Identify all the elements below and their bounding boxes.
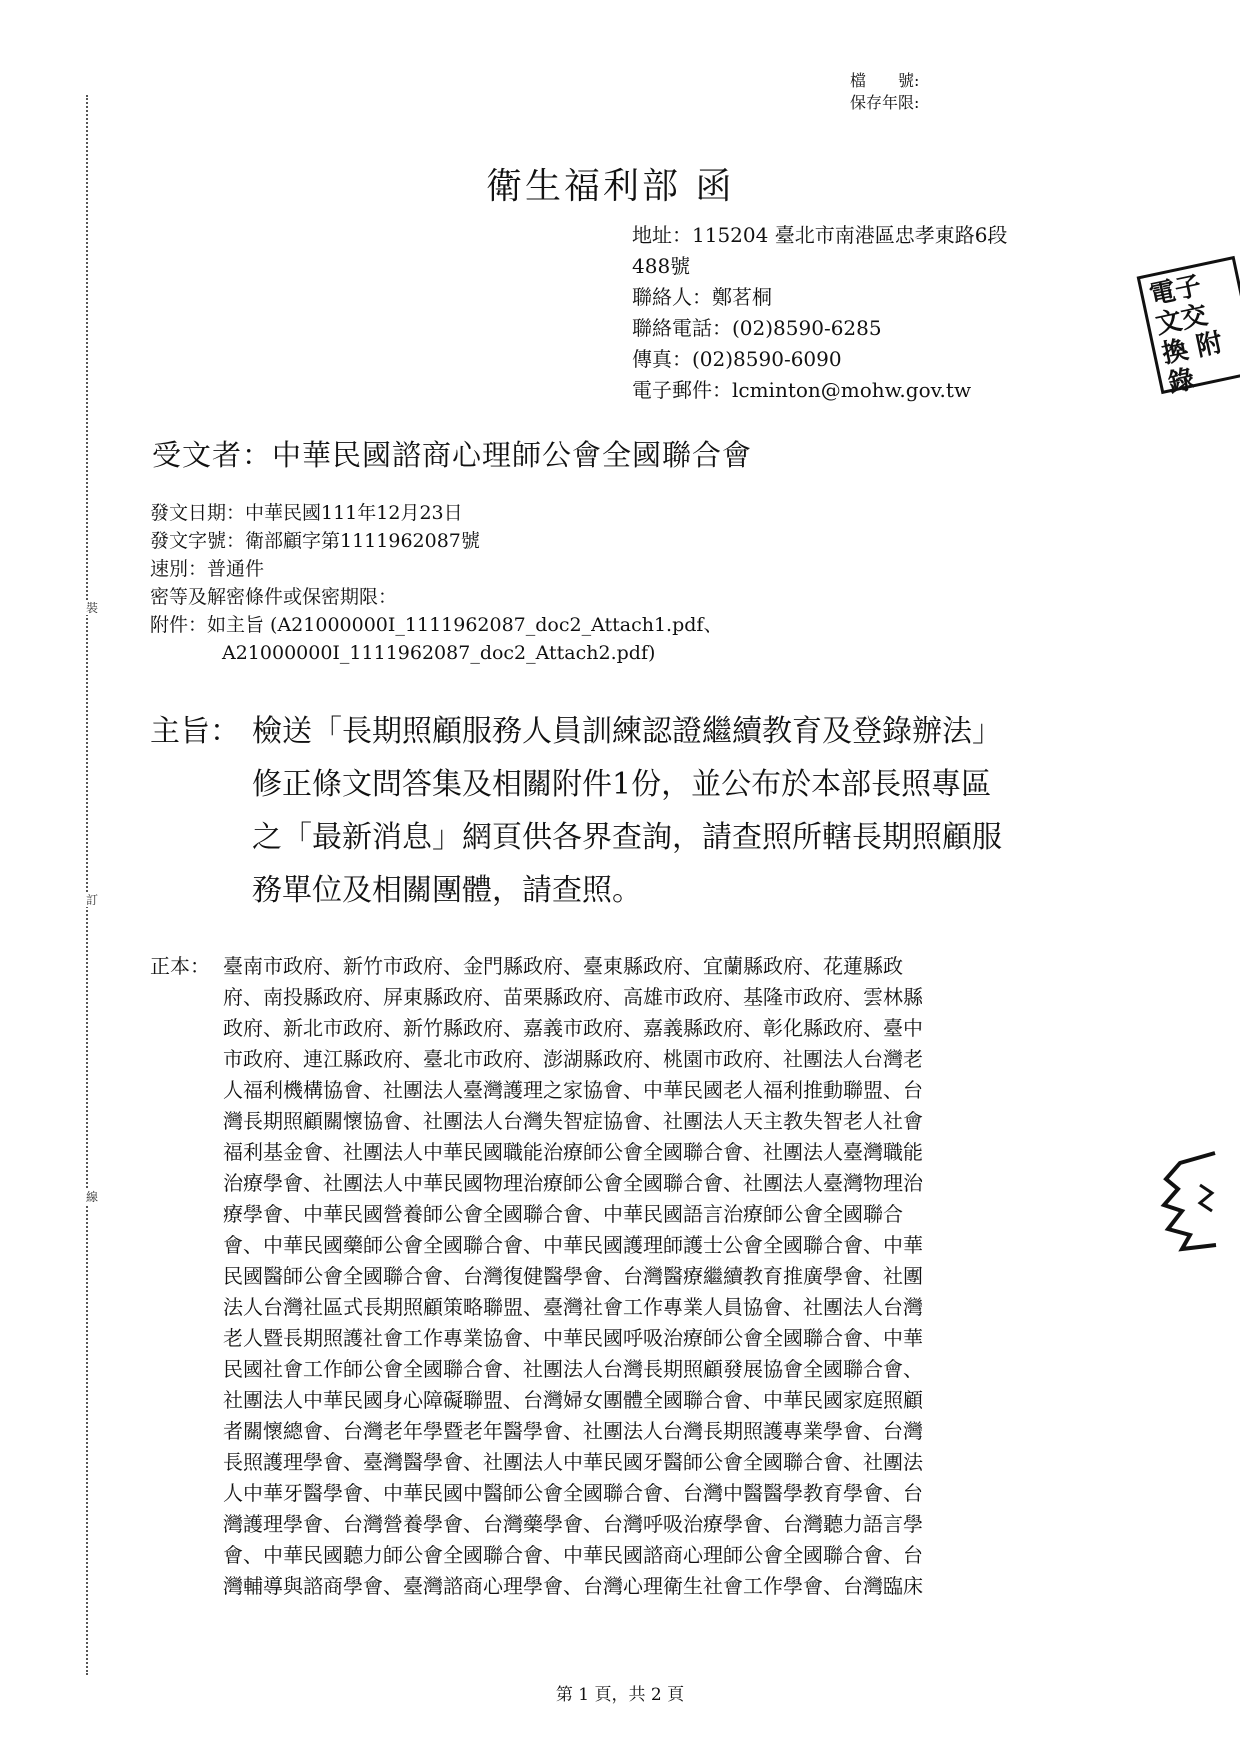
subject-line: 務單位及相關團體，請查照。 bbox=[252, 873, 642, 908]
address-line-1: 地址：115204 臺北市南港區忠孝東路6段 bbox=[632, 223, 1008, 247]
cc-line: 臺南市政府、新竹市政府、金門縣政府、臺東縣政府、宜蘭縣政府、花蓮縣政 bbox=[223, 954, 903, 978]
page-number: 第 1 頁，共 2 頁 bbox=[555, 1685, 685, 1705]
subject-line: 之「最新消息」網頁供各界查詢，請查照所轄長期照顧服 bbox=[252, 820, 1002, 855]
subject-line: 檢送「長期照顧服務人員訓練認證繼續教育及登錄辦法」 bbox=[252, 714, 1002, 749]
seal-fragment-icon bbox=[1160, 1145, 1220, 1255]
binding-dotted-line bbox=[86, 95, 102, 1675]
file-info bbox=[850, 70, 919, 114]
cc-line: 民國醫師公會全國聯合會、台灣復健醫學會、台灣醫療繼續教育推廣學會、社團 bbox=[223, 1264, 923, 1288]
attachment-line-1: 附件：如主旨 (A21000000I_1111962087_doc2_Attach1.pdf、 bbox=[150, 614, 723, 636]
contact-person: 聯絡人：鄭茗桐 bbox=[632, 285, 772, 309]
cc-line: 民國社會工作師公會全國聯合會、社團法人台灣長期照顧發展協會全國聯合會、 bbox=[223, 1357, 923, 1381]
cc-line: 會、中華民國聽力師公會全國聯合會、中華民國諮商心理師公會全國聯合會、台 bbox=[223, 1543, 923, 1567]
subject-line: 修正條文問答集及相關附件1份，並公布於本部長照專區 bbox=[252, 767, 992, 802]
cc-line: 灣長期照顧關懷協會、社團法人台灣失智症協會、社團法人天主教失智老人社會 bbox=[223, 1109, 923, 1133]
cc-line: 人福利機構協會、社團法人臺灣護理之家協會、中華民國老人福利推動聯盟、台 bbox=[223, 1078, 923, 1102]
electronic-exchange-stamp bbox=[1137, 256, 1240, 400]
cc-line: 政府、新北市政府、新竹縣政府、嘉義市政府、嘉義縣政府、彰化縣政府、臺中 bbox=[223, 1016, 923, 1040]
file-number-label: 檔 號: bbox=[850, 71, 920, 90]
cc-label: 正本： bbox=[150, 954, 210, 978]
stamp-text: 電子 文交 換 附 錄 bbox=[1146, 270, 1226, 400]
contact-fax: 傳真：(02)8590-6090 bbox=[632, 347, 842, 371]
cc-line: 法人台灣社區式長期照顧策略聯盟、臺灣社會工作專業人員協會、社團法人台灣 bbox=[223, 1295, 923, 1319]
binding-mark-zhuang: 裝 bbox=[86, 601, 99, 615]
recipient: 受文者：中華民國諮商心理師公會全國聯合會 bbox=[152, 438, 753, 472]
cc-line: 灣輔導與諮商學會、臺灣諮商心理學會、台灣心理衛生社會工作學會、台灣臨床 bbox=[223, 1574, 923, 1598]
cc-line: 人中華牙醫學會、中華民國中醫師公會全國聯合會、台灣中醫醫學教育學會、台 bbox=[223, 1481, 923, 1505]
address-line-2: 488號 bbox=[632, 254, 691, 278]
subject-label: 主旨： bbox=[150, 714, 240, 749]
cc-line: 會、中華民國藥師公會全國聯合會、中華民國護理師護士公會全國聯合會、中華 bbox=[223, 1233, 923, 1257]
document-title: 衛生福利部 函 bbox=[486, 166, 735, 207]
secrecy-level: 密等及解密條件或保密期限： bbox=[150, 586, 398, 608]
cc-line: 治療學會、社團法人中華民國物理治療師公會全國聯合會、社團法人臺灣物理治 bbox=[223, 1171, 923, 1195]
document-number: 發文字號：衛部顧字第1111962087號 bbox=[150, 530, 480, 552]
delivery-speed: 速別：普通件 bbox=[150, 558, 265, 580]
cc-line: 社團法人中華民國身心障礙聯盟、台灣婦女團體全國聯合會、中華民國家庭照顧 bbox=[223, 1388, 923, 1412]
cc-line: 長照護理學會、臺灣醫學會、社團法人中華民國牙醫師公會全國聯合會、社團法 bbox=[223, 1450, 923, 1474]
cc-line: 市政府、連江縣政府、臺北市政府、澎湖縣政府、桃園市政府、社團法人台灣老 bbox=[223, 1047, 923, 1071]
attachment-line-2: A21000000I_1111962087_doc2_Attach2.pdf) bbox=[222, 642, 656, 664]
contact-phone: 聯絡電話：(02)8590-6285 bbox=[632, 316, 882, 340]
cc-line: 老人暨長期照護社會工作專業協會、中華民國呼吸治療師公會全國聯合會、中華 bbox=[223, 1326, 923, 1350]
issue-date: 發文日期：中華民國111年12月23日 bbox=[150, 502, 463, 524]
cc-line: 府、南投縣政府、屏東縣政府、苗栗縣政府、高雄市政府、基隆市政府、雲林縣 bbox=[223, 985, 923, 1009]
retention-period-label: 保存年限: bbox=[850, 93, 920, 112]
cc-body bbox=[223, 951, 1083, 1602]
cc-line: 療學會、中華民國營養師公會全國聯合會、中華民國語言治療師公會全國聯合 bbox=[223, 1202, 903, 1226]
contact-email: 電子郵件：lcminton@mohw.gov.tw bbox=[632, 378, 972, 402]
binding-mark-xian: 線 bbox=[86, 1190, 99, 1204]
cc-line: 福利基金會、社團法人中華民國職能治療師公會全國聯合會、社團法人臺灣職能 bbox=[223, 1140, 923, 1164]
contact-block bbox=[632, 220, 1092, 406]
subject-body bbox=[252, 705, 1112, 917]
cc-line: 灣護理學會、台灣營養學會、台灣藥學會、台灣呼吸治療學會、台灣聽力語言學 bbox=[223, 1512, 923, 1536]
binding-mark-ding: 訂 bbox=[86, 893, 99, 907]
cc-line: 者關懷總會、台灣老年學暨老年醫學會、社團法人台灣長期照護專業學會、台灣 bbox=[223, 1419, 923, 1443]
document-meta bbox=[150, 499, 722, 667]
